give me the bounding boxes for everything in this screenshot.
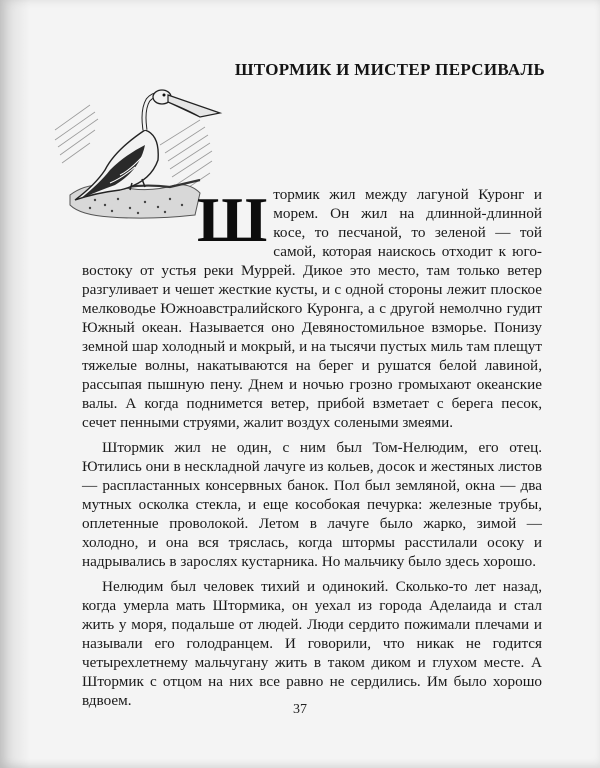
page-number: 37: [293, 702, 307, 717]
chapter-text: [82, 185, 542, 710]
paragraph-1: тормик жил между лагуной Куронг и морем. Он жил на длинной-длинной косе, то песчаной, то зеленой — той самой, которая наискось отходит к юго-востоку от устья реки Муррей. Дикое это место, там только ветер разгуливает и чешет жесткие кусты, и с одной стороны лежит плоское мелководье Южноавстралийского Куронга, а с другой немолчно гудит Южный океан. Называется оно Девяностомильное взморье. Понизу земной шар холодный и мокрый, и на тысячи пустых миль там плещут тяжелые волны, накатываются на берег и рушатся белой лавиной, рассыпая пышную пену. Днем и ночью грозно громыхают океанские валы. А когда поднимется ветер, прибой взметает с берега песок, сечет пенными струями, жалит воздух солеными змеями.: [82, 186, 542, 431]
paragraph-2: Штормик жил не один, с ним был Том-Нелюдим, его отец. Ютились они в нескладной лачуге из кольев, досок и жестяных листов — распластанных консервных банок. Пол был земляной, окна — два мутных осколка стекла, и еще кособокая печурка: железные трубы, оплетенные проволокой. Летом в лачуге было жарко, зимой — холодно, и она вся тряслась, когда штормы расстилали осоку и надрывались в зарослях кустарника. Но мальчику было здесь хорошо.: [82, 439, 542, 570]
paragraph-3: Нелюдим был человек тихий и одинокий. Сколько-то лет назад, когда умерла мать Штормика, он уехал из города Аделаида и стал жить у моря, подальше от людей. Люди сердито пожимали плечами и называли его голодранцем. И говорили, что никак не годится четырехлетнему мальчугану жить в таком диком и глухом месте. А Штормик с отцом на них все равно не сердились. Им было хорошо вдвоем.: [82, 578, 542, 709]
drop-cap-letter: Ш: [197, 184, 268, 255]
chapter-title: ШТОРМИК И МИСТЕР ПЕРСИВАЛЬ: [234, 60, 545, 79]
page-gutter-shadow: [0, 0, 30, 768]
